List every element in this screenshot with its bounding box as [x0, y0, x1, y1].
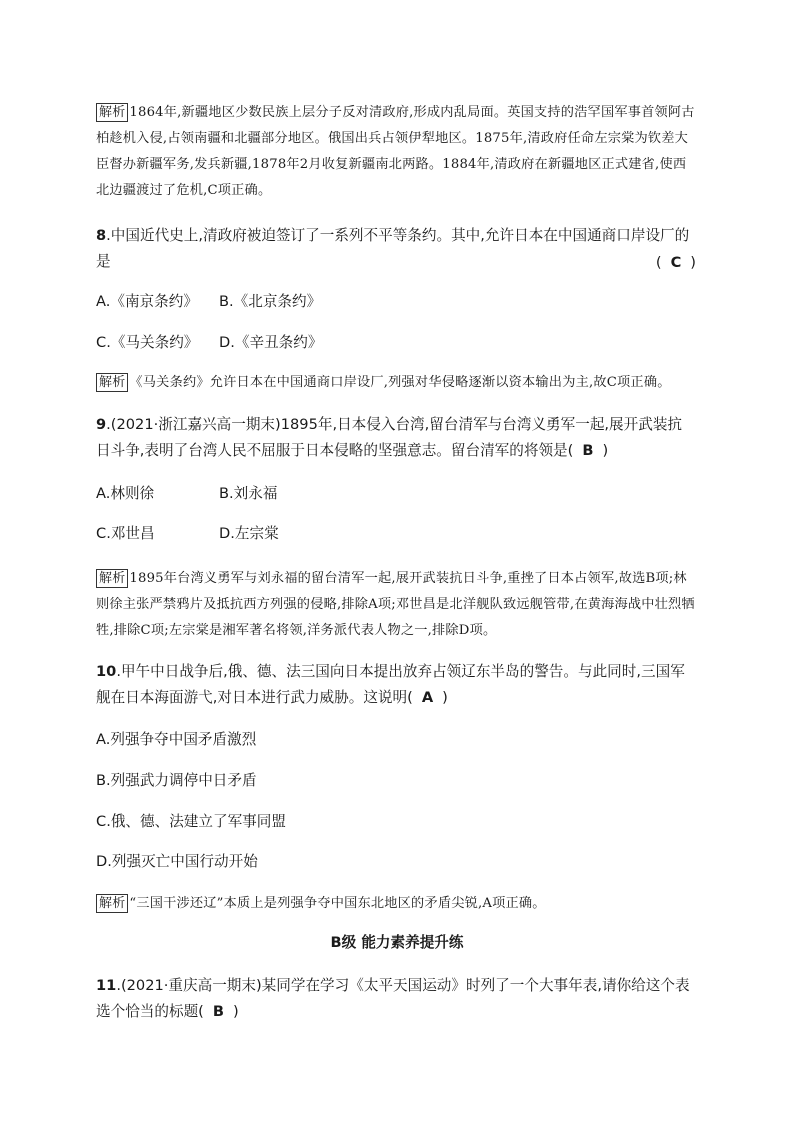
- q8-option-a: A.《南京条约》: [96, 293, 198, 310]
- q8-option-d: D.《辛丑条约》: [219, 334, 323, 351]
- q9-analysis-text: 1895年台湾义勇军与刘永福的留台清军一起,展开武装抗日斗争,重挫了日本占领军,故选B项;林则徐主张严禁鸦片及抵抗西方列强的侵略,排除A项;邓世昌是北洋舰队致远舰管带,在黄海海战中壮烈牺牲,排除C项;左宗棠是湘军著名将领,洋务派代表人物之一,排除D项。: [96, 571, 695, 638]
- q10-option-d: D.列强灭亡中国行动开始: [96, 853, 258, 870]
- q11-answer: B: [212, 1003, 224, 1020]
- question-9: [96, 412, 696, 464]
- q10-option-c: C.俄、德、法建立了军事同盟: [96, 813, 286, 830]
- q9-option-a: A.林则徐: [96, 485, 155, 502]
- analysis-label: 解析: [96, 373, 128, 392]
- q8-option-b: B.《北京条约》: [219, 293, 322, 310]
- q8-paren-close: ): [690, 254, 696, 271]
- q8-stem: .中国近代史上,清政府被迫签订了一系列不平等条约。其中,允许日本在中国通商口岸设厂的是: [96, 227, 690, 270]
- section-heading-b: B级 能力素养提升练: [330, 934, 464, 951]
- question-10: [96, 659, 696, 711]
- q7-analysis: [96, 100, 696, 204]
- question-11: [96, 973, 696, 1025]
- q10-number: 10: [96, 663, 117, 680]
- q8-answer-paren: [96, 252, 696, 274]
- q9-option-c: C.邓世昌: [96, 525, 155, 542]
- q8-paren-open: (: [655, 254, 662, 271]
- q10-option-b: B.列强武力调停中日矛盾: [96, 772, 257, 789]
- q9-option-d: D.左宗棠: [219, 525, 279, 542]
- q9-paren-close: ): [602, 442, 609, 459]
- q10-analysis: [96, 891, 696, 917]
- q8-number: 8: [96, 227, 107, 244]
- q9-number: 9: [96, 416, 107, 433]
- q10-analysis-text: “三国干涉还辽”本质上是列强争夺中国东北地区的矛盾尖锐,A项正确。: [129, 896, 546, 911]
- q9-answer: B: [582, 442, 594, 459]
- q11-paren-close: ): [232, 1003, 239, 1020]
- analysis-label: 解析: [96, 103, 128, 122]
- q10-answer: A: [421, 689, 434, 706]
- q11-stem: .(2021·重庆高一期末)某同学在学习《太平天国运动》时列了一个大事年表,请你给这个表选个恰当的标题(: [96, 977, 690, 1020]
- q8-option-c: C.《马关条约》: [96, 334, 199, 351]
- q7-analysis-text: 1864年,新疆地区少数民族上层分子反对清政府,形成内乱局面。英国支持的浩罕国军事首领阿古柏趁机入侵,占领南疆和北疆部分地区。俄国出兵占领伊犁地区。1875年,清政府任命左宗棠为钦差大臣督办新疆军务,发兵新疆,1878年2月收复新疆南北两路。1884年,清政府在新疆地区正式建省,使西北边疆渡过了危机,C项正确。: [96, 105, 695, 198]
- q9-analysis: [96, 566, 696, 644]
- q10-paren-close: ): [442, 689, 448, 706]
- q8-analysis-text: 《马关条约》允许日本在中国通商口岸设厂,列强对华侵略逐渐以资本输出为主,故C项正确。: [129, 375, 671, 390]
- q9-stem: .(2021·浙江嘉兴高一期末)1895年,日本侵入台湾,留台清军与台湾义勇军一起,展开武装抗日斗争,表明了台湾人民不屈服于日本侵略的坚强意志。留台清军的将领是(: [96, 416, 683, 459]
- q9-option-b: B.刘永福: [219, 485, 278, 502]
- q8-answer: C: [670, 254, 682, 271]
- q10-stem: .甲午中日战争后,俄、德、法三国向日本提出放弃占领辽东半岛的警告。与此同时,三国军舰在日本海面游弋,对日本进行武力威胁。这说明(: [96, 663, 685, 706]
- analysis-label: 解析: [96, 894, 128, 913]
- q8-analysis: [96, 370, 696, 396]
- q11-number: 11: [96, 977, 117, 994]
- q10-option-a: A.列强争夺中国矛盾激烈: [96, 731, 257, 748]
- analysis-label: 解析: [96, 569, 128, 588]
